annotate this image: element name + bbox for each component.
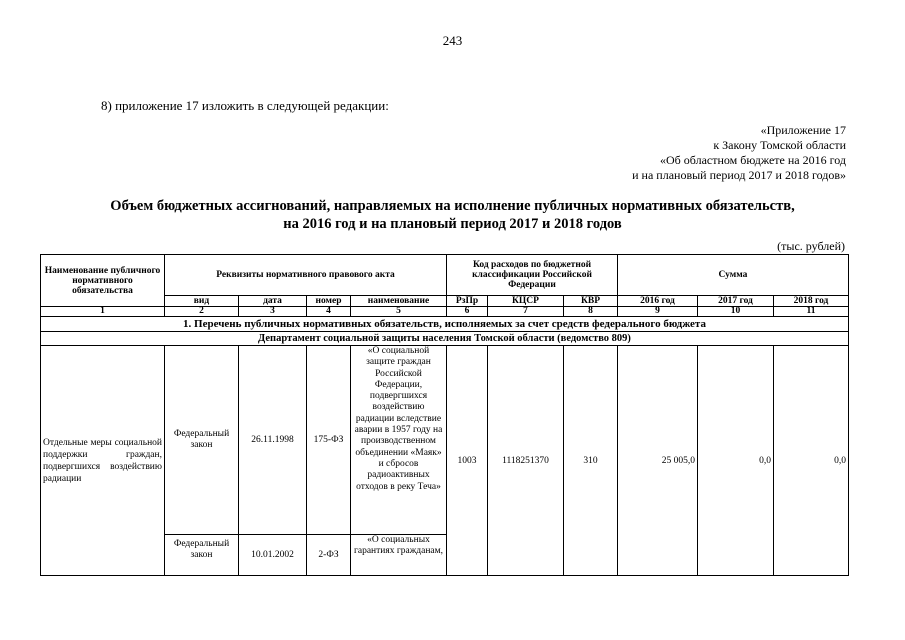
act-type: Федеральный закон	[165, 535, 239, 576]
sum-2016: 25 005,0	[618, 346, 698, 576]
column-number: 5	[351, 307, 447, 317]
appendix-line: «Об областном бюджете на 2016 год	[660, 153, 846, 167]
act-number: 2-ФЗ	[307, 535, 351, 576]
code-kvr: 310	[564, 346, 618, 576]
appendix-line: «Приложение 17	[760, 123, 846, 137]
act-number: 175-ФЗ	[307, 346, 351, 535]
header-name: Наименование публичного нормативного обязательства	[41, 255, 165, 307]
sum-2017: 0,0	[698, 346, 774, 576]
act-date: 26.11.1998	[239, 346, 307, 535]
subheader-2018: 2018 год	[774, 296, 849, 307]
appendix-line: к Закону Томской области	[713, 138, 846, 152]
subheader-number: номер	[307, 296, 351, 307]
code-rzpr: 1003	[447, 346, 488, 576]
subheader-2016: 2016 год	[618, 296, 698, 307]
column-number: 8	[564, 307, 618, 317]
sum-2018: 0,0	[774, 346, 849, 576]
intro-text: 8) приложение 17 изложить в следующей редакции:	[101, 98, 389, 113]
column-number: 4	[307, 307, 351, 317]
document-title	[0, 197, 905, 233]
code-kcsr: 1118251370	[488, 346, 564, 576]
column-number: 1	[41, 307, 165, 317]
column-number: 6	[447, 307, 488, 317]
obligation-name: Отдельные меры социальной поддержки граждан, подвергшихся воздействию радиации	[41, 346, 165, 576]
column-number: 3	[239, 307, 307, 317]
subheader-kcsr: КЦСР	[488, 296, 564, 307]
section-heading: 1. Перечень публичных нормативных обязательств, исполняемых за счет средств федерального бюджета	[41, 317, 849, 332]
page-number: 243	[442, 33, 463, 48]
act-name: «О социальной защите граждан Российской Федерации, подвергшихся воздействию радиации вследствие аварии в 1957 году на производственном объединении «Маяк» и сбросов радиоактивных отходов в реку Теча»	[351, 346, 447, 535]
column-number: 10	[698, 307, 774, 317]
budget-table	[40, 254, 849, 576]
header-codes: Код расходов по бюджетной классификации Российской Федерации	[447, 255, 618, 296]
appendix-line: и на плановый период 2017 и 2018 годов»	[632, 168, 846, 182]
subheader-vid: вид	[165, 296, 239, 307]
subheader-kvr: КВР	[564, 296, 618, 307]
subheader-2017: 2017 год	[698, 296, 774, 307]
header-requisites: Реквизиты нормативного правового акта	[165, 255, 447, 296]
act-name: «О социальных гарантиях гражданам,	[351, 535, 447, 576]
title-line: Объем бюджетных ассигнований, направляемых на исполнение публичных нормативных обязательств,	[110, 198, 795, 214]
act-date: 10.01.2002	[239, 535, 307, 576]
title-line: на 2016 год и на плановый период 2017 и 2018 годов	[283, 216, 622, 232]
column-number: 7	[488, 307, 564, 317]
column-number: 9	[618, 307, 698, 317]
act-type: Федеральный закон	[165, 346, 239, 535]
header-sum: Сумма	[618, 255, 849, 296]
subheader-date: дата	[239, 296, 307, 307]
department-heading: Департамент социальной защиты населения Томской области (ведомство 809)	[41, 332, 849, 346]
subheader-act-name: наименование	[351, 296, 447, 307]
table-row	[41, 346, 849, 535]
column-number: 11	[774, 307, 849, 317]
column-number: 2	[165, 307, 239, 317]
appendix-reference	[632, 123, 846, 183]
subheader-rzpr: РзПр	[447, 296, 488, 307]
units-label: (тыс. рублей)	[777, 239, 845, 253]
